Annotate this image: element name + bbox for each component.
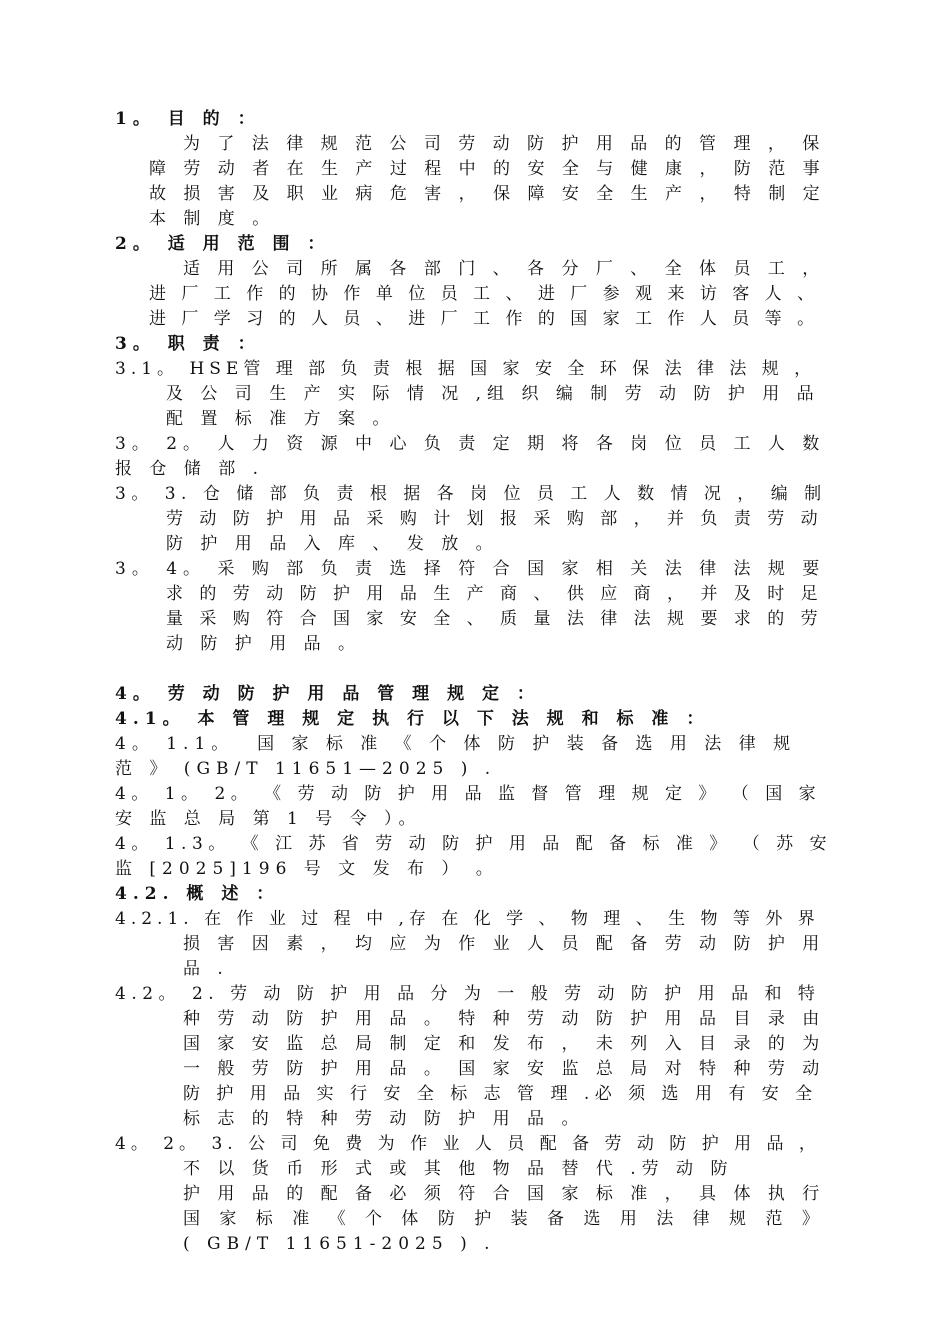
paragraph-line: 4。 1.3。 《 江 苏 省 劳 动 防 护 用 品 配 备 标 准 》 （ 苏 安 [115,834,833,854]
section-heading: 4。 劳 动 防 护 用 品 管 理 规 定 ： [115,684,540,704]
paragraph-line: 种 劳 动 防 护 用 品 。 特 种 劳 动 防 护 用 品 目 录 由 [183,1009,826,1029]
paragraph-line: 不 以 货 币 形 式 或 其 他 物 品 替 代 .劳 动 防 [183,1159,734,1179]
paragraph-line: 国 家 标 准 《 个 体 防 护 装 备 选 用 法 律 规 范 》 [183,1209,826,1229]
paragraph-line: 配 置 标 准 方 案 。 [166,409,396,429]
paragraph-line: 量 采 购 符 合 国 家 安 全 、 质 量 法 律 法 规 要 求 的 劳 [166,609,824,629]
paragraph-line: 3.1。 HSE管 理 部 负 责 根 据 国 家 安 全 环 保 法 律 法 规 ， [115,359,817,379]
paragraph-line: 4。 1。 2。 《 劳 动 防 护 用 品 监 督 管 理 规 定 》 （ 国 家 [115,784,822,804]
paragraph-line: 监 [2025]196 号 文 发 布 ） 。 [115,859,499,879]
paragraph-line: 劳 动 防 护 用 品 采 购 计 划 报 采 购 部 ， 并 负 责 劳 动 [166,509,824,529]
paragraph-line: 安 监 总 局 第 1 号 令 ）。 [115,809,422,829]
paragraph-line: 及 公 司 生 产 实 际 情 况 ,组 织 编 制 劳 动 防 护 用 品 [166,384,820,404]
paragraph-line: 进 厂 学 习 的 人 员 、 进 厂 工 作 的 国 家 工 作 人 员 等 。 [149,309,820,329]
paragraph-line: 求 的 劳 动 防 护 用 品 生 产 商 、 供 应 商 ， 并 及 时 足 [166,584,824,604]
paragraph-line: 4.2。 2. 劳 动 防 护 用 品 分 为 一 般 劳 动 防 护 用 品 和 特 [115,984,821,1004]
paragraph-line: 为 了 法 律 规 范 公 司 劳 动 防 护 用 品 的 管 理 ， 保 [183,134,826,154]
paragraph-line: 标 志 的 特 种 劳 动 防 护 用 品 。 [183,1109,585,1129]
paragraph-line: 故 损 害 及 职 业 病 危 害 ， 保 障 安 全 生 产 ， 特 制 定 [149,184,826,204]
section-heading: 2。 适 用 范 围 ： [115,234,331,254]
paragraph-line: 3。 2。 人 力 资 源 中 心 负 责 定 期 将 各 岗 位 员 工 人 数 [115,434,826,454]
paragraph-line: 3。 4。 采 购 部 负 责 选 择 符 合 国 家 相 关 法 律 法 规 要 [115,559,826,579]
paragraph-line: 4。 2。 3. 公 司 免 费 为 作 业 人 员 配 备 劳 动 防 护 用 品 ， [115,1134,821,1154]
paragraph-line: 防 护 用 品 实 行 安 全 标 志 管 理 .必 须 选 用 有 安 全 [183,1084,818,1104]
paragraph-line: 适 用 公 司 所 属 各 部 门 、 各 分 厂 、 全 体 员 工 ， [183,259,826,279]
paragraph-line: 一 般 劳 防 护 用 品 。 国 家 安 监 总 局 对 特 种 劳 动 [183,1059,826,1079]
paragraph-line: 国 家 安 监 总 局 制 定 和 发 布 ， 未 列 入 目 录 的 为 [183,1034,826,1054]
paragraph-line: 报 仓 储 部 . [115,459,265,479]
paragraph-line: 4.2.1. 在 作 业 过 程 中 ,存 在 化 学 、 物 理 、 生 物 等 外 界 [115,909,820,929]
paragraph-line: 损 害 因 素 ， 均 应 为 作 业 人 员 配 备 劳 动 防 护 用 [183,934,826,954]
paragraph-line: 3。 3. 仓 储 部 负 责 根 据 各 岗 位 员 工 人 数 情 况 ， 编 制 [115,484,827,504]
paragraph-line: 防 护 用 品 入 库 、 发 放 。 [166,534,499,554]
paragraph-line: 本 制 度 。 [149,209,276,229]
paragraph-line: 4。 1.1。 国 家 标 准 《 个 体 防 护 装 备 选 用 法 律 规 [115,734,797,754]
subsection-heading: 4.1。 本 管 理 规 定 执 行 以 下 法 规 和 标 准 ： [115,709,710,729]
paragraph-line: 障 劳 动 者 在 生 产 过 程 中 的 安 全 与 健 康 ， 防 范 事 [149,159,826,179]
section-heading: 3。 职 责 ： [115,334,261,354]
paragraph-line: 品 . [183,959,229,979]
paragraph-line: 动 防 护 用 品 。 [166,634,362,654]
section-heading: 1。 目 的 ： [115,109,261,129]
paragraph-line: 进 厂 工 作 的 协 作 单 位 员 工 、 进 厂 参 观 来 访 客 人 、 [149,284,820,304]
subsection-heading: 4.2. 概 述 ： [115,884,280,904]
paragraph-line: 范 》 (GB/T 11651—2025 ) . [115,759,497,779]
paragraph-line: 护 用 品 的 配 备 必 须 符 合 国 家 标 准 ， 具 体 执 行 [183,1184,826,1204]
paragraph-line: ( GB/T 11651-2025 ) . [183,1234,496,1254]
